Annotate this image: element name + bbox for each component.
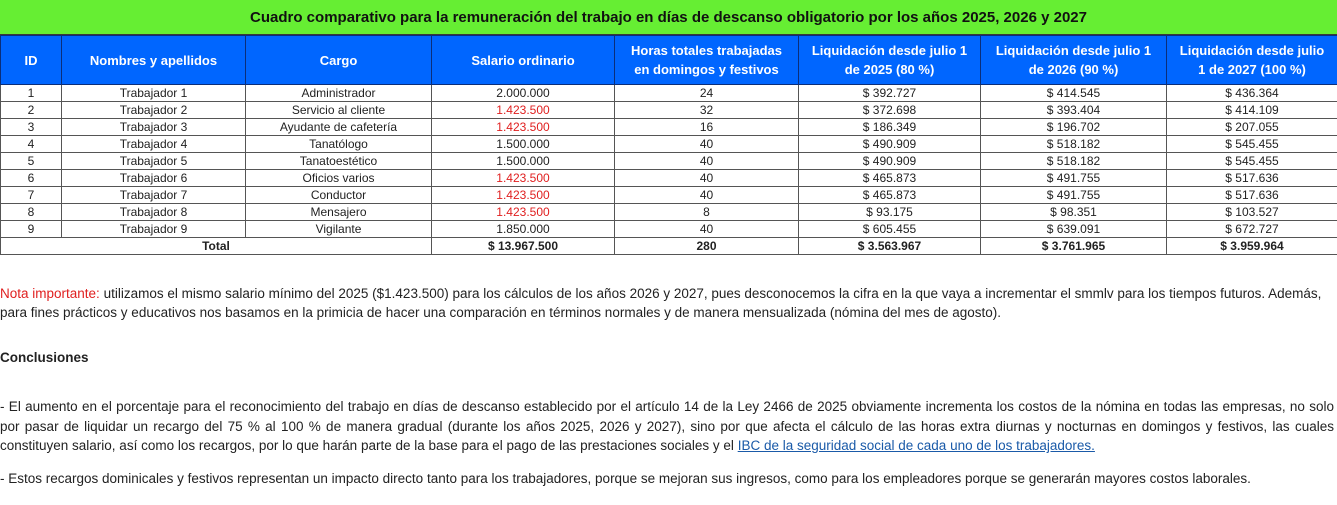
cell-name: Trabajador 6: [62, 170, 246, 187]
cell-id: 5: [1, 153, 62, 170]
total-row: [1, 238, 1337, 255]
cell-liq-2025: $ 93.175: [799, 204, 981, 221]
cell-hours: 40: [615, 187, 799, 204]
cell-role: Administrador: [246, 85, 432, 102]
conclusion-paragraph-2: - Estos recargos dominicales y festivos representan un impacto directo tanto para los trabajadores, porque se mejoran sus ingresos, como para los empleadores porque se generarán mayores costos laborales.: [0, 471, 1251, 486]
cell-liq-2025: $ 372.698: [799, 102, 981, 119]
cell-liq-2027: $ 517.636: [1167, 187, 1337, 204]
important-note: [0, 284, 1337, 322]
header-id: ID: [1, 36, 62, 85]
cell-liq-2027: $ 545.455: [1167, 153, 1337, 170]
conclusion-1-text: - El aumento en el porcentaje para el reconocimiento del trabajo en días de descanso establecido por el artículo 14 de la Ley 2466 de 2025 obviamente incrementa los costos de la nómina en todas las empresas, no solo por pasar de liquidar un recargo del 75 % al 100 % de manera gradual (durante los años 2025, 2026 y 2027), sino por que afecta el cálculo de las horas extra diurnas y nocturnas en domingos y festivos, las cuales constituyen salario, así como los recargos, por lo que harán parte de la base para el pago de las prestaciones sociales y el: [0, 399, 1334, 453]
table-row: [1, 221, 1337, 238]
cell-name: Trabajador 1: [62, 85, 246, 102]
header-name: Nombres y apellidos: [62, 36, 246, 85]
cell-hours: 16: [615, 119, 799, 136]
total-liq-2027: $ 3.959.964: [1167, 238, 1337, 255]
header-salary: Salario ordinario: [432, 36, 615, 85]
cell-liq-2026: $ 414.545: [981, 85, 1167, 102]
cell-liq-2026: $ 393.404: [981, 102, 1167, 119]
header-hours-line1: Horas totales trabajadas: [630, 43, 782, 58]
cell-liq-2025: $ 490.909: [799, 153, 981, 170]
cell-hours: 8: [615, 204, 799, 221]
note-text: utilizamos el mismo salario mínimo del 2025 ($1.423.500) para los cálculos de los años 2026 y 2027, pues desconocemos la cifra en la que vaya a incrementar el smmlv para los tiempos futuros. Además, para fines prácticos y educativos nos basamos en la primicia de hacer una comparación en términos normales y de manera mensualizada (nómina del mes de agosto).: [0, 286, 1322, 320]
ibc-link[interactable]: IBC de la seguridad social de cada uno de los trabajadores.: [737, 438, 1095, 453]
cell-liq-2026: $ 518.182: [981, 136, 1167, 153]
cell-salary: 1.423.500: [432, 187, 615, 204]
cell-role: Tanatólogo: [246, 136, 432, 153]
cell-name: Trabajador 9: [62, 221, 246, 238]
table-row: [1, 187, 1337, 204]
cell-liq-2027: $ 207.055: [1167, 119, 1337, 136]
cell-role: Mensajero: [246, 204, 432, 221]
table-row: [1, 85, 1337, 102]
total-liq-2025: $ 3.563.967: [799, 238, 981, 255]
cell-liq-2026: $ 518.182: [981, 153, 1167, 170]
cell-name: Trabajador 3: [62, 119, 246, 136]
cell-hours: 40: [615, 136, 799, 153]
cell-liq-2025: $ 605.455: [799, 221, 981, 238]
table-row: [1, 102, 1337, 119]
table-row: [1, 204, 1337, 221]
header-role: Cargo: [246, 36, 432, 85]
cell-liq-2027: $ 103.527: [1167, 204, 1337, 221]
header-row: [1, 36, 1337, 85]
total-salary: $ 13.967.500: [432, 238, 615, 255]
header-liq-2026-line2: de 2026 (90 %): [1028, 62, 1119, 77]
table-row: [1, 119, 1337, 136]
cell-name: Trabajador 8: [62, 204, 246, 221]
cell-hours: 40: [615, 221, 799, 238]
note-label: Nota importante:: [0, 286, 100, 301]
header-liq-2025-line2: de 2025 (80 %): [844, 62, 935, 77]
conclusions-title: Conclusiones: [0, 350, 89, 365]
cell-salary: 1.500.000: [432, 136, 615, 153]
total-label: Total: [1, 238, 432, 255]
header-liq-2025: [799, 36, 981, 85]
cell-name: Trabajador 2: [62, 102, 246, 119]
cell-id: 7: [1, 187, 62, 204]
cell-name: Trabajador 4: [62, 136, 246, 153]
cell-hours: 32: [615, 102, 799, 119]
cell-id: 4: [1, 136, 62, 153]
header-liq-2027-line2: 1 de 2027 (100 %): [1198, 62, 1306, 77]
cell-role: Tanatoestético: [246, 153, 432, 170]
header-liq-2027: [1167, 36, 1337, 85]
cell-id: 3: [1, 119, 62, 136]
header-liq-2026-line1: Liquidación desde julio 1: [995, 43, 1152, 58]
header-hours: [615, 36, 799, 85]
cell-role: Ayudante de cafetería: [246, 119, 432, 136]
cell-role: Oficios varios: [246, 170, 432, 187]
cell-name: Trabajador 5: [62, 153, 246, 170]
comparison-table: [0, 35, 1337, 255]
cell-role: Vigilante: [246, 221, 432, 238]
cell-hours: 40: [615, 170, 799, 187]
cell-salary: 1.850.000: [432, 221, 615, 238]
cell-salary: 1.423.500: [432, 170, 615, 187]
cell-salary: 1.423.500: [432, 204, 615, 221]
header-hours-line2: en domingos y festivos: [634, 62, 779, 77]
cell-hours: 24: [615, 85, 799, 102]
table-row: [1, 170, 1337, 187]
cell-salary: 1.423.500: [432, 102, 615, 119]
cell-liq-2025: $ 465.873: [799, 187, 981, 204]
cell-liq-2027: $ 517.636: [1167, 170, 1337, 187]
cell-salary: 1.423.500: [432, 119, 615, 136]
table-row: [1, 153, 1337, 170]
cell-liq-2025: $ 186.349: [799, 119, 981, 136]
cell-name: Trabajador 7: [62, 187, 246, 204]
cell-role: Servicio al cliente: [246, 102, 432, 119]
cell-salary: 2.000.000: [432, 85, 615, 102]
cell-liq-2025: $ 490.909: [799, 136, 981, 153]
cell-id: 6: [1, 170, 62, 187]
header-liq-2025-line1: Liquidación desde julio 1: [811, 43, 968, 58]
table-title: Cuadro comparativo para la remuneración del trabajo en días de descanso obligatorio por los años 2025, 2026 y 2027: [0, 0, 1337, 35]
header-liq-2027-line1: Liquidación desde julio: [1179, 43, 1325, 58]
table-row: [1, 136, 1337, 153]
cell-hours: 40: [615, 153, 799, 170]
cell-liq-2027: $ 672.727: [1167, 221, 1337, 238]
cell-liq-2026: $ 491.755: [981, 170, 1167, 187]
header-liq-2026: [981, 36, 1167, 85]
cell-id: 9: [1, 221, 62, 238]
cell-id: 2: [1, 102, 62, 119]
conclusion-paragraph-1: [0, 397, 1334, 456]
cell-liq-2025: $ 465.873: [799, 170, 981, 187]
cell-id: 1: [1, 85, 62, 102]
total-hours: 280: [615, 238, 799, 255]
cell-liq-2026: $ 639.091: [981, 221, 1167, 238]
cell-role: Conductor: [246, 187, 432, 204]
cell-liq-2027: $ 436.364: [1167, 85, 1337, 102]
cell-salary: 1.500.000: [432, 153, 615, 170]
cell-liq-2026: $ 491.755: [981, 187, 1167, 204]
cell-liq-2025: $ 392.727: [799, 85, 981, 102]
cell-liq-2027: $ 414.109: [1167, 102, 1337, 119]
cell-liq-2026: $ 196.702: [981, 119, 1167, 136]
cell-id: 8: [1, 204, 62, 221]
cell-liq-2027: $ 545.455: [1167, 136, 1337, 153]
total-liq-2026: $ 3.761.965: [981, 238, 1167, 255]
cell-liq-2026: $ 98.351: [981, 204, 1167, 221]
